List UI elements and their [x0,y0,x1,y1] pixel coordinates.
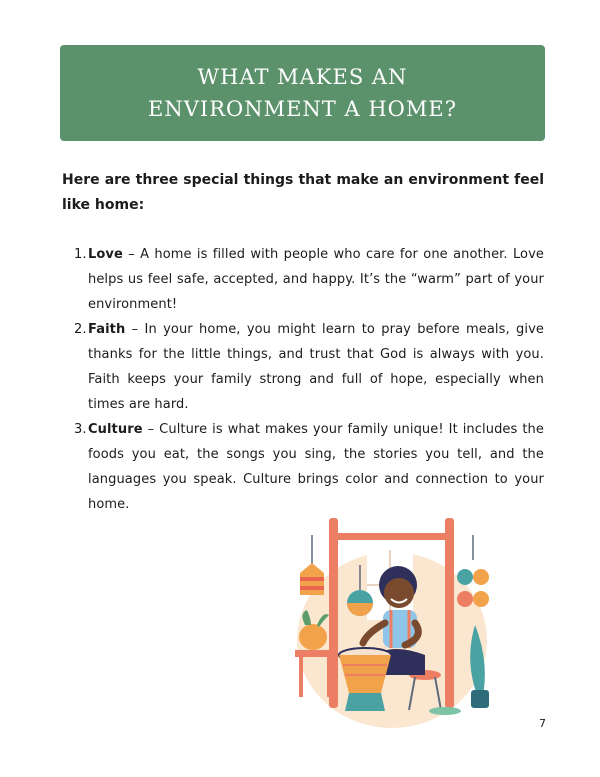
list-term: Love [88,247,123,262]
list-item-love [62,242,544,317]
list-item-faith [62,317,544,417]
page-title-line-1: WHAT MAKES AN [197,65,408,89]
list-text: – A home is filled with people who care for one another. Love helps us feel safe, accepted, and happy. It’s the “warm” part of your environment! [88,247,544,312]
title-banner [60,45,545,141]
boy-drumming-illustration [285,515,500,730]
intro-paragraph: Here are three special things that make an environment feel like home: [62,172,544,213]
special-things-list [62,242,544,517]
list-text: – In your home, you might learn to pray before meals, give thanks for the little things, and trust that God is always with you. Faith keeps your family strong and full of hope, especially when times are hard. [88,322,544,412]
list-term: Faith [88,322,126,337]
page-number: 7 [539,717,546,730]
list-text: – Culture is what makes your family unique! It includes the foods you eat, the songs you sing, the stories you tell, and the languages you speak. Culture brings color and connection to your home. [88,422,544,512]
list-item-culture [62,417,544,517]
list-number: 2. [74,322,87,337]
list-term: Culture [88,422,143,437]
list-number: 3. [74,422,87,437]
page-title-line-2: ENVIRONMENT A HOME? [148,97,457,121]
list-number: 1. [74,247,87,262]
